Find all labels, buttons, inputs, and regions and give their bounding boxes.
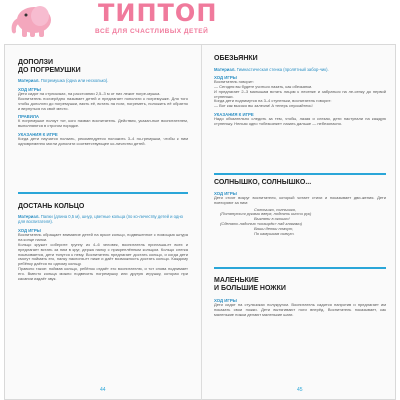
paragraph: — Сегодня вы будете учиться лазать, как обезьянки. — [214, 84, 313, 89]
paragraph: И предлагает 2–3 малышам встать лицом к лесенке и забраться на ле-сенку до первой ступеньки. — [214, 88, 386, 99]
materials-text: Палки (длина 0,5 м), шнур, цветные кольца (по ко-личеству детей и одно для воспитателя). — [18, 214, 183, 225]
elephant-icon — [6, 2, 58, 38]
paragraph: Надо обязательно следить за тем, чтобы, лазая и слезая, дети наступали на каждую ступеньку. Нельзя одно «обезьянке» лазать дальше — небезопасно. — [214, 115, 386, 126]
heading-notes: УКАЗАНИЯ К ИГРЕ — [214, 111, 254, 117]
left-page — [5, 45, 201, 400]
title-line-2: ДО ПОГРЕМУШКИ — [18, 67, 81, 74]
heading-notes: УКАЗАНИЯ К ИГРЕ — [18, 131, 58, 137]
title-line-2: И БОЛЬШИЕ НОЖКИ — [214, 285, 286, 292]
heading-game: ХОД ИГРЫ — [214, 75, 237, 81]
page-number: 44 — [100, 387, 106, 393]
site-header — [0, 0, 400, 42]
heading-game: ХОД ИГРЫ — [18, 228, 41, 234]
right-page — [202, 45, 397, 400]
title-line-1: ДОПОЛЗИ — [18, 59, 54, 66]
paragraph: Дети сидят на стульчиках, на расстоянии 2,5–3 м от них лежит погре-мушка. — [18, 91, 161, 97]
section-title — [214, 277, 386, 293]
verse-line: По камушкам скачут. — [254, 230, 295, 236]
paragraph: Когда дети поднимутся на 3–4 ступеньки, воспитатель говорит: — [214, 98, 332, 104]
paragraph: Правило такое: поймав кольцо, ребёнок отдаёт его воспитателю, и тот снова поднимает его. Вместо кольца можно подвесить погремушку или другую игрушку, которая при касании издаёт звук. — [18, 265, 188, 281]
materials-label: Материал. — [214, 67, 236, 72]
section-nozhki — [214, 277, 386, 317]
section-divider — [214, 267, 386, 269]
section-title: СОЛНЫШКО, СОЛНЫШКО... — [214, 179, 312, 186]
section-divider — [18, 192, 188, 194]
logo-subtitle: ВСЁ ДЛЯ СЧАСТЛИВЫХ ДЕТЕЙ — [95, 28, 209, 35]
title-line-1: МАЛЕНЬКИЕ — [214, 277, 259, 284]
section-title: ДОСТАНЬ КОЛЬЦО — [18, 203, 85, 210]
materials-label: Материал. — [18, 78, 40, 83]
paragraph: Дети стоят вокруг воспитателя, который читает стихи и показывает дви-жения. Дети повторяют за ним: — [214, 195, 386, 205]
paragraph: Дети сидят на стульчиках полукругом. Воспитатель садится напротив и предлагает им показать свои ножки. Дети вытягивают ноги вперёд. Воспитатель показывает, как маленькие ножки делают маленькие шаги. — [214, 302, 386, 317]
paragraph: Кольцо кружит соберите группу из 4–6 человек, воспитатель приглаша-ет всех и предлагает встать за ним в круг, держа палку с прикреплённым кольцом. Кольцо слегка покачивается, дети тянутся к нему. Воспитатель предлагает достать кольцо, и когда дети смогут поймать его, палку наклоня-ет ниже и даёт возможность достать кольцо. Каждому ребёнку даётся по одному кольцу. — [18, 242, 188, 267]
section-title — [18, 59, 188, 75]
materials — [18, 214, 188, 224]
materials-text: Гимнастическая стенка (пролётный забор-чик). — [236, 67, 329, 72]
paragraph: Воспитатель говорит: — [214, 79, 254, 85]
section-solnyshko — [214, 179, 386, 236]
materials-text: Погремушка (одна или несколько). — [40, 78, 109, 83]
book-spread — [4, 44, 396, 400]
section-title: ОБЕЗЬЯНКИ — [214, 55, 258, 62]
section-dostan-koltso — [18, 203, 188, 281]
heading-game: ХОД ИГРЫ — [18, 87, 41, 93]
paragraph: Когда дети научатся ползать, рекомендуется положить 3–4 по-гремушки, чтобы к ним одновременно могли доползти соответствующее ко-личество детей. — [18, 135, 188, 146]
heading-rules: ПРАВИЛА — [18, 114, 39, 120]
materials — [18, 78, 188, 83]
verse-note: (Потянуться руками вверх, поднять кисти рук) — [220, 211, 312, 217]
heading-game: ХОД ИГРЫ — [214, 191, 237, 196]
logo-title: ТИПТОП — [98, 0, 218, 27]
verse-note: (Сделать ладонью «козырёк» над глазами) — [220, 220, 303, 226]
section-dopolzi — [18, 59, 188, 147]
verse-line: Ваши детки плачут, — [254, 225, 294, 231]
paragraph: Воспитатель поочерёдно называет детей и предлагает поползти к погремушке. Для того чтобы доползти до погремушки, взять её, встать на ноги, погреметь, положить её обратно и вернуться на своё место. — [18, 96, 188, 111]
section-divider — [214, 173, 386, 175]
paragraph: — Вот как высоко вы залезли! А теперь спускайтесь! — [214, 103, 313, 109]
paragraph: Воспитатель обращает внимание детей на яркое кольцо, подвешенное с помощью шнура на конце палки. — [18, 232, 188, 243]
verse-line: Солнышко, солнышко, — [254, 206, 297, 212]
section-obezyanki — [214, 55, 386, 127]
page-number: 45 — [297, 387, 303, 393]
materials-label: Материал. — [18, 214, 40, 219]
paragraph: К погремушке ползут тот, кого назвал воспитатель. Действия, указан-ные воспитателем, выполняются в строгом порядке. — [18, 118, 188, 129]
materials — [214, 67, 386, 72]
verse-line: Выгляни в окошко! — [254, 216, 290, 222]
heading-game: ХОД ИГРЫ — [214, 298, 237, 303]
